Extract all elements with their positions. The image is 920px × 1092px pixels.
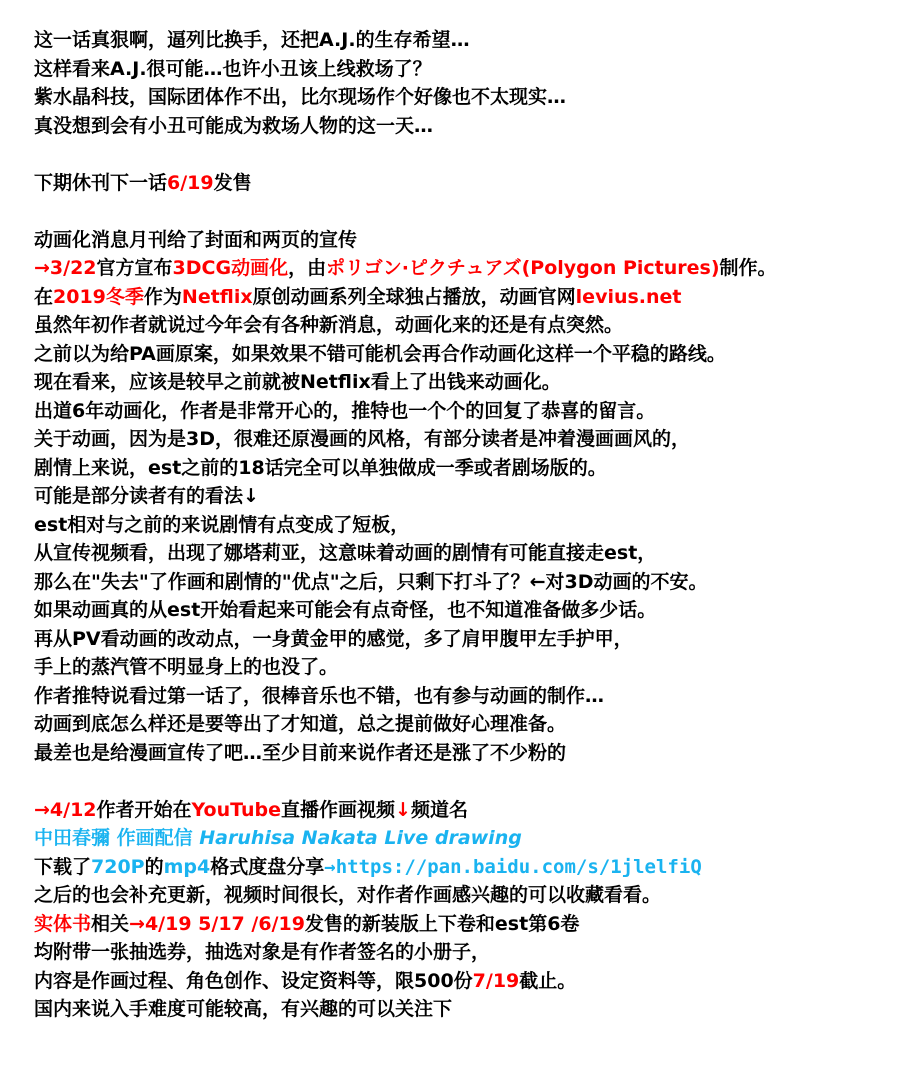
text-span: ，由: [288, 257, 327, 279]
text-line: 这一话真狠啊，逼列比换手，还把A.J.的生存希望…: [34, 29, 470, 51]
text-line: 再从PV看动画的改动点，一身黄金甲的感觉，多了肩甲腹甲左手护甲，: [34, 627, 633, 650]
resolution-text: 720P: [91, 855, 145, 878]
studio-name: ポリゴン·ピクチュアズ(Polygon Pictures): [326, 257, 720, 279]
text-span: 频道名: [410, 798, 468, 821]
text-line: 剧情上来说，est之前的18话完全可以单独做成一季或者剧场版的。: [34, 456, 607, 479]
release-date: 6/19: [167, 171, 214, 194]
text-span: 下载了: [34, 855, 92, 878]
text-line: 均附带一张抽选券，抽选对象是有作者签名的小册子，: [34, 941, 491, 963]
text-span: 格式度盘分享: [210, 855, 325, 878]
highlight-text: 3DCG动画化: [172, 257, 289, 279]
text-line: 这样看来A.J.很可能…也许小丑该上线救场了？: [34, 57, 432, 80]
download-line: [34, 853, 920, 882]
text-line: 可能是部分读者有的看法↓: [34, 485, 259, 507]
text-span: 发售的新装版上下卷和est第6卷: [304, 912, 580, 935]
text-line: 最差也是给漫画宣传了吧…至少目前来说作者还是涨了不少粉的: [34, 741, 567, 764]
paragraph-gap: [34, 140, 920, 169]
paragraph-gap: [34, 767, 920, 796]
website-link[interactable]: levius.net: [575, 285, 682, 308]
text-line: 关于动画，因为是3D，很难还原漫画的风格，有部分读者是冲着漫画画风的，: [34, 428, 690, 450]
youtube-text: YouTube: [191, 798, 282, 821]
text-line: 现在看来，应该是较早之前就被Netflix看上了出钱来动画化。: [34, 371, 561, 393]
text-span: 作为: [143, 285, 182, 308]
channel-name-en: Haruhisa Nakata Live drawing: [199, 827, 522, 849]
text-span: 制作。: [719, 257, 777, 279]
paragraph-gap: [34, 197, 920, 226]
text-line: 从宣传视频看，出现了娜塔莉亚，这意味着动画的剧情有可能直接走est，: [34, 542, 657, 564]
text-line: 国内来说入手难度可能较高，有兴趣的可以关注下: [34, 998, 453, 1020]
season-text: 2019冬季: [53, 285, 144, 308]
text-line: 动画化消息月刊给了封面和两页的宣传: [34, 228, 358, 251]
text-line: 动画到底怎么样还是要等出了才知道，总之提前做好心理准备。: [34, 713, 567, 735]
anime-announcement-line: [34, 254, 920, 283]
text-line: 手上的蒸汽管不明显身上的也没了。: [34, 656, 339, 678]
down-arrow: ↓: [395, 798, 411, 821]
text-line: 那么在"失去"了作画和剧情的"优点"之后，只剩下打斗了？←对3D动画的不安。: [34, 570, 708, 593]
text-line: 出道6年动画化，作者是非常开心的，推特也一个个的回复了恭喜的留言。: [34, 399, 656, 422]
netflix-line: [34, 283, 920, 312]
text-span: 发售: [213, 171, 252, 194]
text-span: 截止。: [519, 969, 577, 992]
text-span: 的: [144, 855, 164, 878]
text-line: est相对与之前的来说剧情有点变成了短板，: [34, 513, 410, 536]
text-line: 作者推特说看过第一话了，很棒音乐也不错，也有参与动画的制作…: [34, 684, 605, 707]
text-span: 下期休刊下一话: [34, 171, 168, 194]
text-line: 紫水晶科技，国际团体作不出，比尔现场作个好像也不太现实…: [34, 86, 567, 108]
highlight-text: 实体书: [34, 912, 92, 935]
text-span: 作者开始在: [96, 798, 192, 821]
text-line: 之后的也会补充更新，视频时间很长，对作者作画感兴趣的可以收藏看看。: [34, 884, 662, 906]
text-line: 真没想到会有小丑可能成为救场人物的这一天…: [34, 114, 434, 137]
youtube-line: [34, 796, 920, 825]
physical-book-line: [34, 910, 920, 939]
date-arrow: →4/12: [34, 798, 97, 821]
text-span: 相关: [91, 912, 130, 935]
release-dates: →4/19 5/17 /6/19: [129, 912, 305, 935]
channel-name-jp: 中田春彌 作画配信: [34, 827, 200, 849]
text-line: 之前以为给PA画原案，如果效果不错可能机会再合作动画化这样一个平稳的路线。: [34, 342, 726, 365]
text-span: 在: [34, 285, 54, 308]
netflix-text: Netflix: [181, 285, 253, 308]
text-span: 内容是作画过程、角色创作、设定资料等，限500份: [34, 969, 473, 992]
text-line: 虽然年初作者就说过今年会有各种新消息，动画化来的还是有点突然。: [34, 314, 624, 336]
text-span: 原创动画系列全球独占播放，动画官网: [252, 285, 576, 308]
channel-name-line: [34, 824, 920, 853]
deadline-line: [34, 967, 920, 996]
next-issue-line: [34, 169, 920, 198]
text-span: 官方宣布: [96, 257, 173, 279]
text-line: 如果动画真的从est开始看起来可能会有点奇怪，也不知道准备做多少话。: [34, 599, 657, 621]
format-text: mp4: [163, 855, 211, 878]
deadline-date: 7/19: [472, 969, 520, 992]
text-span: 直播作画视频: [281, 798, 396, 821]
download-link[interactable]: →https://pan.baidu.com/s/1jlelfiQ: [324, 855, 702, 878]
date-arrow: →3/22: [34, 257, 97, 279]
